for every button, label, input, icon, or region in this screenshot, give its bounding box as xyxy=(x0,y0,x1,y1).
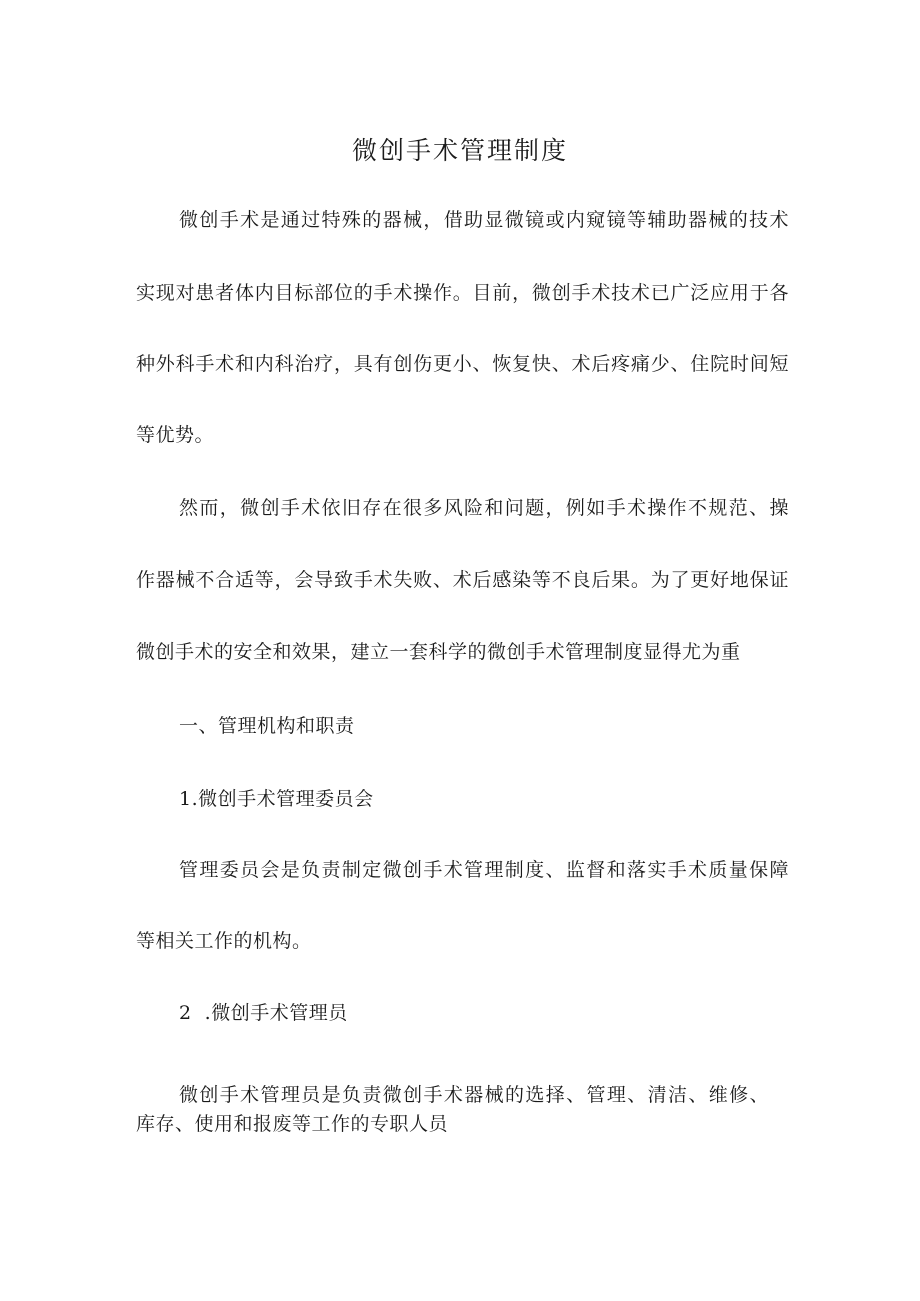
paragraph-2-line-3: 微创手术的安全和效果，建立一套科学的微创手术管理制度显得尤为重 xyxy=(136,641,741,663)
paragraph-3-line-2: 等相关工作的机构。 xyxy=(136,930,312,952)
document-title: 微创手术管理制度 xyxy=(351,136,568,165)
subheading-administrator: 2 .微创手术管理员 xyxy=(179,1002,348,1024)
section-heading-management: 一、管理机构和职责 xyxy=(179,715,355,737)
paragraph-4-line-1: 微创手术管理员是负责微创手术器械的选择、管理、清洁、维修、 xyxy=(179,1084,769,1106)
paragraph-1-line-1: 微创手术是通过特殊的器械，借助显微镜或内窥镜等辅助器械的技术 xyxy=(179,209,789,231)
paragraph-3-line-1: 管理委员会是负责制定微创手术管理制度、监督和落实手术质量保障 xyxy=(179,859,789,881)
paragraph-1-line-3: 种外科手术和内科治疗，具有创伤更小、恢复快、术后疼痛少、住院时间短 xyxy=(136,353,789,375)
paragraph-1-line-2: 实现对患者体内目标部位的手术操作。目前，微创手术技术已广泛应用于各 xyxy=(136,282,789,304)
paragraph-2-line-2: 作器械不合适等，会导致手术失败、术后感染等不良后果。为了更好地保证 xyxy=(136,569,789,591)
subheading-committee: 1.微创手术管理委员会 xyxy=(179,788,374,810)
paragraph-2-line-1: 然而，微创手术依旧存在很多风险和问题，例如手术操作不规范、操 xyxy=(179,497,789,519)
paragraph-1-line-4: 等优势。 xyxy=(136,424,215,446)
paragraph-4-line-2: 库存、使用和报废等工作的专职人员 xyxy=(136,1113,449,1135)
